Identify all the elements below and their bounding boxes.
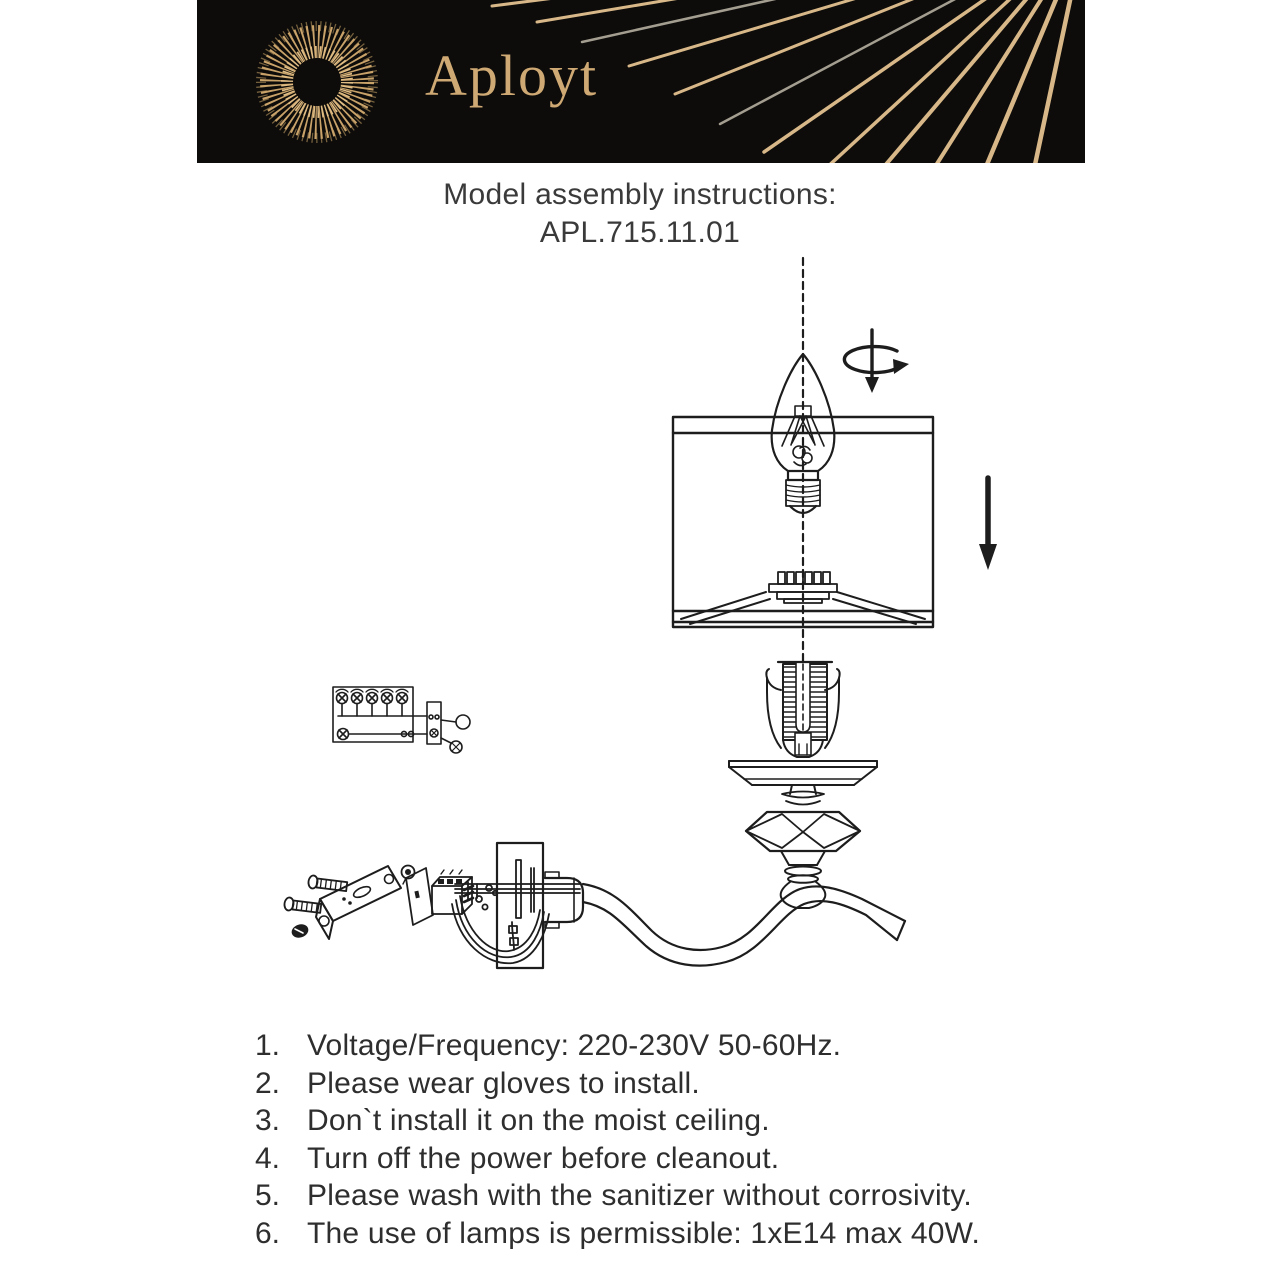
list-item (255, 1027, 1115, 1065)
mounting-screws (284, 866, 433, 940)
list-item-number: 3. (255, 1104, 281, 1137)
list-item-text: Please wash with the sanitizer without corrosivity. (307, 1179, 972, 1212)
lamp-socket (766, 662, 839, 757)
rotate-direction-icon (844, 330, 909, 393)
list-item-text: Turn off the power before cleanout. (307, 1141, 780, 1175)
list-item-number: 1. (255, 1029, 281, 1062)
model-number: APL.715.11.01 (539, 216, 741, 249)
list-item-text: Please wear gloves to install. (307, 1066, 700, 1100)
instruction-list (255, 1027, 1115, 1252)
curved-arm (545, 872, 905, 966)
list-item (255, 1215, 1115, 1253)
mounting-bracket (316, 866, 401, 939)
title-text: Model assembly instructions: (443, 178, 837, 211)
terminal-screws (336, 689, 408, 703)
list-item-number: 5. (255, 1179, 281, 1212)
list-item-text: The use of lamps is permissible: 1xE14 max 40W. (307, 1216, 981, 1250)
list-item (255, 1065, 1115, 1103)
list-item (255, 1140, 1115, 1178)
list-item-text: Don`t install it on the moist ceiling. (307, 1104, 770, 1137)
list-item-number: 4. (255, 1141, 281, 1175)
list-item (255, 1177, 1115, 1215)
brand-logo-text: Aployt (425, 43, 599, 108)
list-item-number: 6. (255, 1216, 281, 1250)
list-item-text: Voltage/Frequency: 220-230V 50-60Hz. (307, 1029, 842, 1062)
bobeche-saucer (729, 761, 877, 805)
arrow-down-icon (979, 478, 997, 570)
crystal-element (746, 812, 860, 851)
list-item (255, 1102, 1115, 1140)
finial (781, 851, 826, 908)
terminal-block (432, 870, 488, 914)
wiring-diagram (333, 687, 470, 753)
list-item-number: 2. (255, 1066, 281, 1100)
